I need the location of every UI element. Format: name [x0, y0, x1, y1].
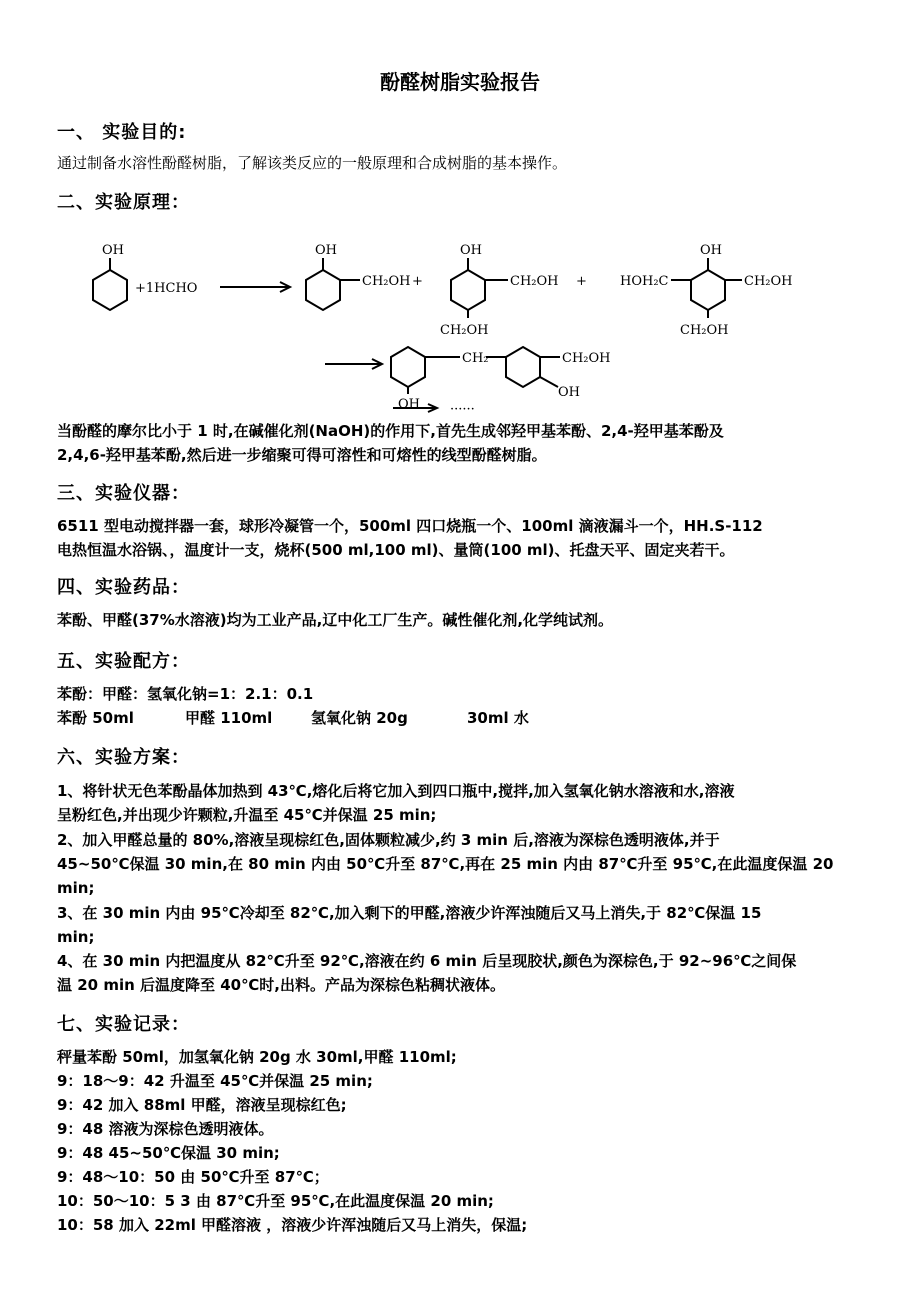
label-oh-3: OH: [460, 243, 482, 258]
section-2-heading: 二、实验原理：: [57, 192, 190, 213]
reaction-scheme-diagram: [80, 232, 840, 417]
section-4-heading: 四、实验药品：: [57, 577, 190, 598]
page-title: 酚醛树脂实验报告: [380, 70, 540, 94]
label-oh-5: OH: [398, 397, 420, 412]
section-1-text: 通过制备水溶性酚醛树脂，了解该类反应的一般原理和合成树脂的基本操作。: [57, 154, 568, 172]
plan-line: 4、在 30 min 内把温度从 82℃升至 92℃,溶液在约 6 min 后呈现胶状,颜色为深棕色,于 92~96℃之间保: [57, 952, 797, 970]
plan-line: 3、在 30 min 内由 95℃冷却至 82℃,加入剩下的甲醛,溶液少许浑浊随后又马上消失,于 82℃保温 15: [57, 904, 762, 922]
record-line: 10：50～10：5 3 由 87℃升至 95℃,在此温度保温 20 min;: [57, 1192, 494, 1210]
section-7-heading: 七、实验记录：: [57, 1014, 190, 1035]
hydroxymethylphenol-ring: [306, 270, 340, 310]
label-hoh2c: HOH₂C: [620, 274, 669, 289]
label-plus-2: +: [576, 274, 587, 289]
amount-phenol: 苯酚 50ml: [57, 709, 134, 727]
section-3-text-line-1: 6511 型电动搅拌器一套，球形冷凝管一个，500ml 四口烧瓶一个、100ml 滴液漏斗一个，HH.S-112: [57, 517, 763, 535]
section-2-text-line-2: 2,4,6-羟甲基苯酚,然后进一步缩聚可得可溶性和可熔性的线型酚醛树脂。: [57, 446, 547, 464]
plan-line: 1、将针状无色苯酚晶体加热到 43℃,熔化后将它加入到四口瓶中,搅拌,加入氢氧化钠水溶液和水,溶液: [57, 782, 735, 800]
plan-line: min;: [57, 879, 95, 897]
label-oh-2: OH: [315, 243, 337, 258]
record-line: 9：48 溶液为深棕色透明液体。: [57, 1120, 274, 1138]
label-oh-6: OH: [558, 385, 580, 400]
section-5-heading: 五、实验配方：: [57, 651, 190, 672]
plan-line: 温 20 min 后温度降至 40℃时,出料。产品为深棕色粘稠状液体。: [57, 976, 505, 994]
record-line: 9：48～10：50 由 50℃升至 87℃；: [57, 1168, 329, 1186]
amount-naoh: 氢氧化钠 20g: [311, 709, 408, 727]
label-ch2oh-6: CH₂OH: [562, 351, 611, 366]
plan-line: 呈粉红色,并出现少许颗粒,升温至 45℃并保温 25 min;: [57, 806, 437, 824]
recipe-amounts: [57, 707, 867, 730]
label-ch2oh-2: CH₂OH: [510, 274, 559, 289]
label-ch2oh-5: CH₂OH: [680, 323, 729, 338]
label-ch2oh-1: CH₂OH: [362, 274, 411, 289]
section-2-text-line-1: 当酚醛的摩尔比小于 1 时,在碱催化剂(NaOH)的作用下,首先生成邻羟甲基苯酚、2,4-羟甲基苯酚及: [57, 422, 724, 440]
phenol-ring: [93, 270, 127, 310]
dimer-right-ring: [506, 347, 540, 387]
label-ch2oh-4: CH₂OH: [744, 274, 793, 289]
record-line: 秤量苯酚 50ml，加氢氧化钠 20g 水 30ml,甲醛 110ml;: [57, 1048, 457, 1066]
plan-line: 45~50℃保温 30 min,在 80 min 内由 50℃升至 87℃,再在 25 min 内由 87℃升至 95℃,在此温度保温 20: [57, 855, 834, 873]
dimer-left-ring: [391, 347, 425, 387]
label-ch2: CH₂: [462, 351, 489, 366]
label-oh-1: OH: [102, 243, 124, 258]
record-line: 9：18～9：42 升温至 45℃并保温 25 min;: [57, 1072, 373, 1090]
label-ellipsis: ······: [450, 402, 475, 417]
section-1-heading: 一、 实验目的:: [57, 122, 187, 143]
section-6-heading: 六、实验方案：: [57, 747, 190, 768]
plan-line: 2、加入甲醛总量的 80%,溶液呈现棕红色,固体颗粒减少,约 3 min 后,溶液为深棕色透明液体,并于: [57, 831, 720, 849]
label-plus-1: +: [412, 274, 423, 289]
section-3-text-line-2: 电热恒温水浴锅、，温度计一支，烧杯(500 ml,100 ml)、量筒(100 ml)、托盘天平、固定夹若干。: [57, 541, 735, 559]
label-oh-4: OH: [700, 243, 722, 258]
plan-line: min;: [57, 928, 95, 946]
record-line: 9：42 加入 88ml 甲醛，溶液呈现棕红色;: [57, 1096, 347, 1114]
trihydroxymethylphenol-ring: [691, 270, 725, 310]
amount-formaldehyde: 甲醛 110ml: [185, 709, 273, 727]
dihydroxymethylphenol-ring: [451, 270, 485, 310]
label-reagent: +1HCHO: [135, 281, 198, 296]
section-4-text: 苯酚、甲醛(37%水溶液)均为工业产品,辽中化工厂生产。碱性催化剂,化学纯试剂。: [57, 611, 614, 629]
record-line: 10：58 加入 22ml 甲醛溶液 ，溶液少许浑浊随后又马上消失，保温;: [57, 1216, 528, 1234]
record-line: 9：48 45~50℃保温 30 min;: [57, 1144, 280, 1162]
label-ch2oh-3: CH₂OH: [440, 323, 489, 338]
recipe-ratio: 苯酚：甲醛：氢氧化钠=1：2.1：0.1: [57, 685, 314, 703]
amount-water: 30ml 水: [467, 709, 529, 727]
section-3-heading: 三、实验仪器：: [57, 483, 190, 504]
